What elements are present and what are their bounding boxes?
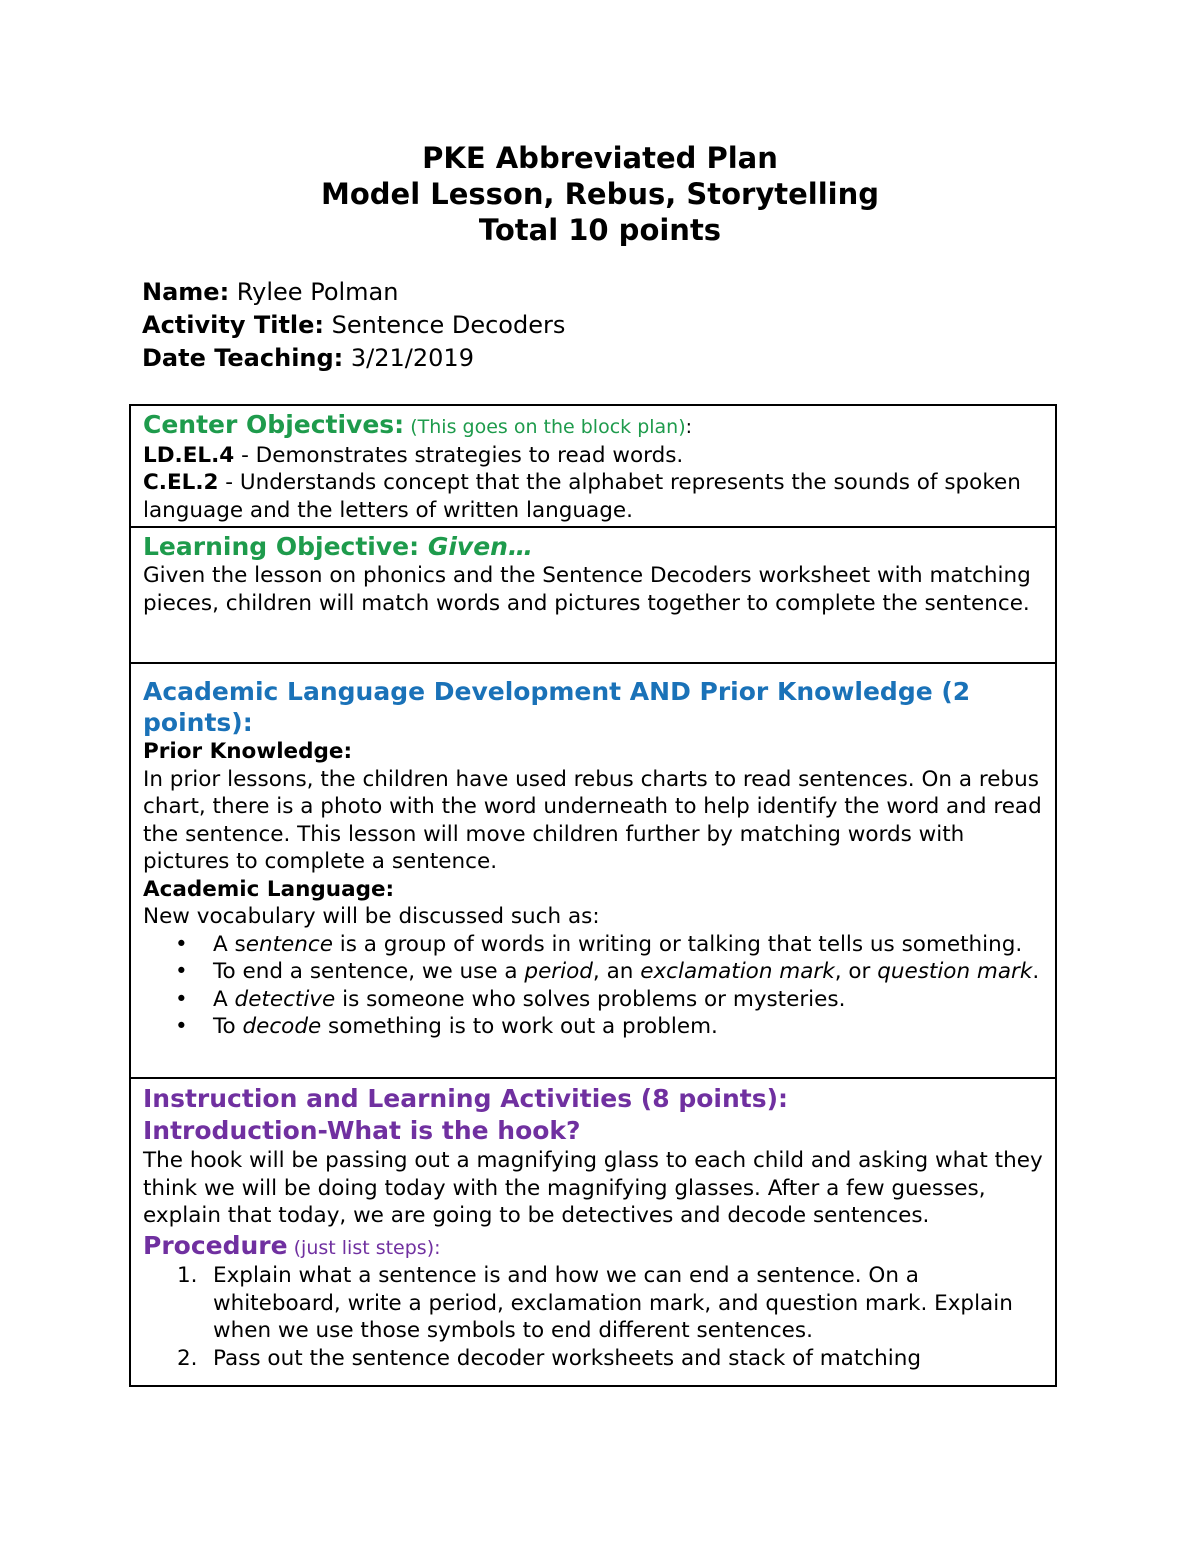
instruction-cell — [130, 1078, 1056, 1386]
activity-value: Sentence Decoders — [324, 311, 566, 339]
objective-item — [143, 442, 1043, 470]
list-item — [177, 1345, 1043, 1373]
date-label: Date Teaching: — [142, 344, 344, 372]
list-item: • A sentence is a group of words in writing or talking that tells us something. — [175, 931, 1023, 957]
academic-heading: Academic Language Development AND Prior Knowledge (2 points): — [143, 677, 971, 737]
prior-knowledge-label: Prior Knowledge: — [143, 739, 353, 764]
lesson-plan-table — [129, 404, 1057, 1387]
bullet-icon: • — [175, 986, 188, 1012]
step-number: 2. — [177, 1345, 198, 1371]
learning-objective-heading: Learning Objective: Given… — [143, 532, 533, 561]
center-objectives-cell — [130, 405, 1056, 527]
step-text: Explain what a sentence is and how we can end a sentence. On a whiteboard, write a period, exclamation mark, and question mark. Explain when we use those symbols to end different sentences. — [213, 1263, 1013, 1343]
title-line-1: PKE Abbreviated Plan — [422, 141, 778, 175]
academic-language-cell — [130, 663, 1056, 1078]
objective-text: - Understands concept that the alphabet represents the sounds of spoken language and the letters of written language. — [143, 470, 1021, 523]
document-title — [0, 140, 1200, 248]
row-center-objectives — [130, 405, 1056, 527]
list-item — [177, 1262, 1043, 1345]
hook-text: The hook will be passing out a magnifying glass to each child and asking what they think we will be doing today with the magnifying glasses. After a few guesses, explain that today, we are going to be detectives and decode sentences. — [143, 1148, 1043, 1228]
name-label: Name: — [142, 278, 230, 306]
row-instruction — [130, 1078, 1056, 1386]
objective-code: LD.EL.4 — [143, 442, 235, 468]
center-objectives-note: (This goes on the block plan) — [404, 416, 686, 438]
activity-label: Activity Title: — [142, 311, 325, 339]
center-objectives-heading: Center Objectives: (This goes on the block plan): — [143, 410, 693, 439]
bullet-icon: • — [175, 1014, 188, 1039]
title-line-3: Total 10 points — [478, 213, 722, 247]
prior-knowledge-text: In prior lessons, the children have used rebus charts to read sentences. On a rebus chart, there is a photo with the word underneath to help identify the word and read the sentence. This lesson will move children further by matching words with pictures to complete a sentence. — [143, 766, 1042, 874]
list-item: • A detective is someone who solves problems or mysteries. — [175, 986, 846, 1012]
row-academic-language — [130, 663, 1056, 1078]
step-text: Pass out the sentence decoder worksheets and stack of matching — [213, 1345, 921, 1371]
bullet-icon: • — [175, 959, 188, 984]
row-learning-objective — [130, 527, 1056, 663]
vocabulary-list — [143, 931, 1043, 1041]
name-value: Rylee Polman — [229, 278, 399, 306]
learning-objective-heading-em: Given… — [427, 532, 533, 561]
list-item: • To decode something is to work out a problem. — [175, 1014, 718, 1039]
title-line-2: Model Lesson, Rebus, Storytelling — [320, 177, 879, 211]
academic-language-intro: New vocabulary will be discussed such as: — [143, 904, 600, 929]
date-value: 3/21/2019 — [343, 344, 474, 372]
learning-objective-cell — [130, 527, 1056, 663]
objective-item — [143, 469, 1043, 524]
name-row — [142, 276, 565, 309]
academic-language-label: Academic Language: — [143, 876, 395, 902]
objective-text: - Demonstrates strategies to read words. — [234, 442, 684, 468]
procedure-heading: Procedure — [143, 1230, 288, 1260]
center-objectives-colon: : — [685, 416, 693, 438]
procedure-list — [143, 1262, 1043, 1372]
activity-row — [142, 309, 565, 342]
list-item: • To end a sentence, we use a period, an exclamation mark, or question mark. — [175, 959, 1040, 984]
bullet-icon: • — [175, 931, 188, 957]
step-number: 1. — [177, 1263, 198, 1288]
date-row — [142, 342, 565, 375]
introduction-heading: Introduction-What is the hook? — [143, 1116, 581, 1145]
procedure-note: (just list steps): — [287, 1236, 441, 1259]
lesson-meta — [142, 276, 565, 375]
learning-objective-text: Given the lesson on phonics and the Sentence Decoders worksheet with matching pieces, children will match words and pictures together to complete the sentence. — [143, 563, 1031, 616]
procedure-heading-row — [143, 1230, 1043, 1263]
instruction-heading: Instruction and Learning Activities (8 points): — [143, 1084, 789, 1113]
objective-code: C.EL.2 — [143, 470, 219, 495]
